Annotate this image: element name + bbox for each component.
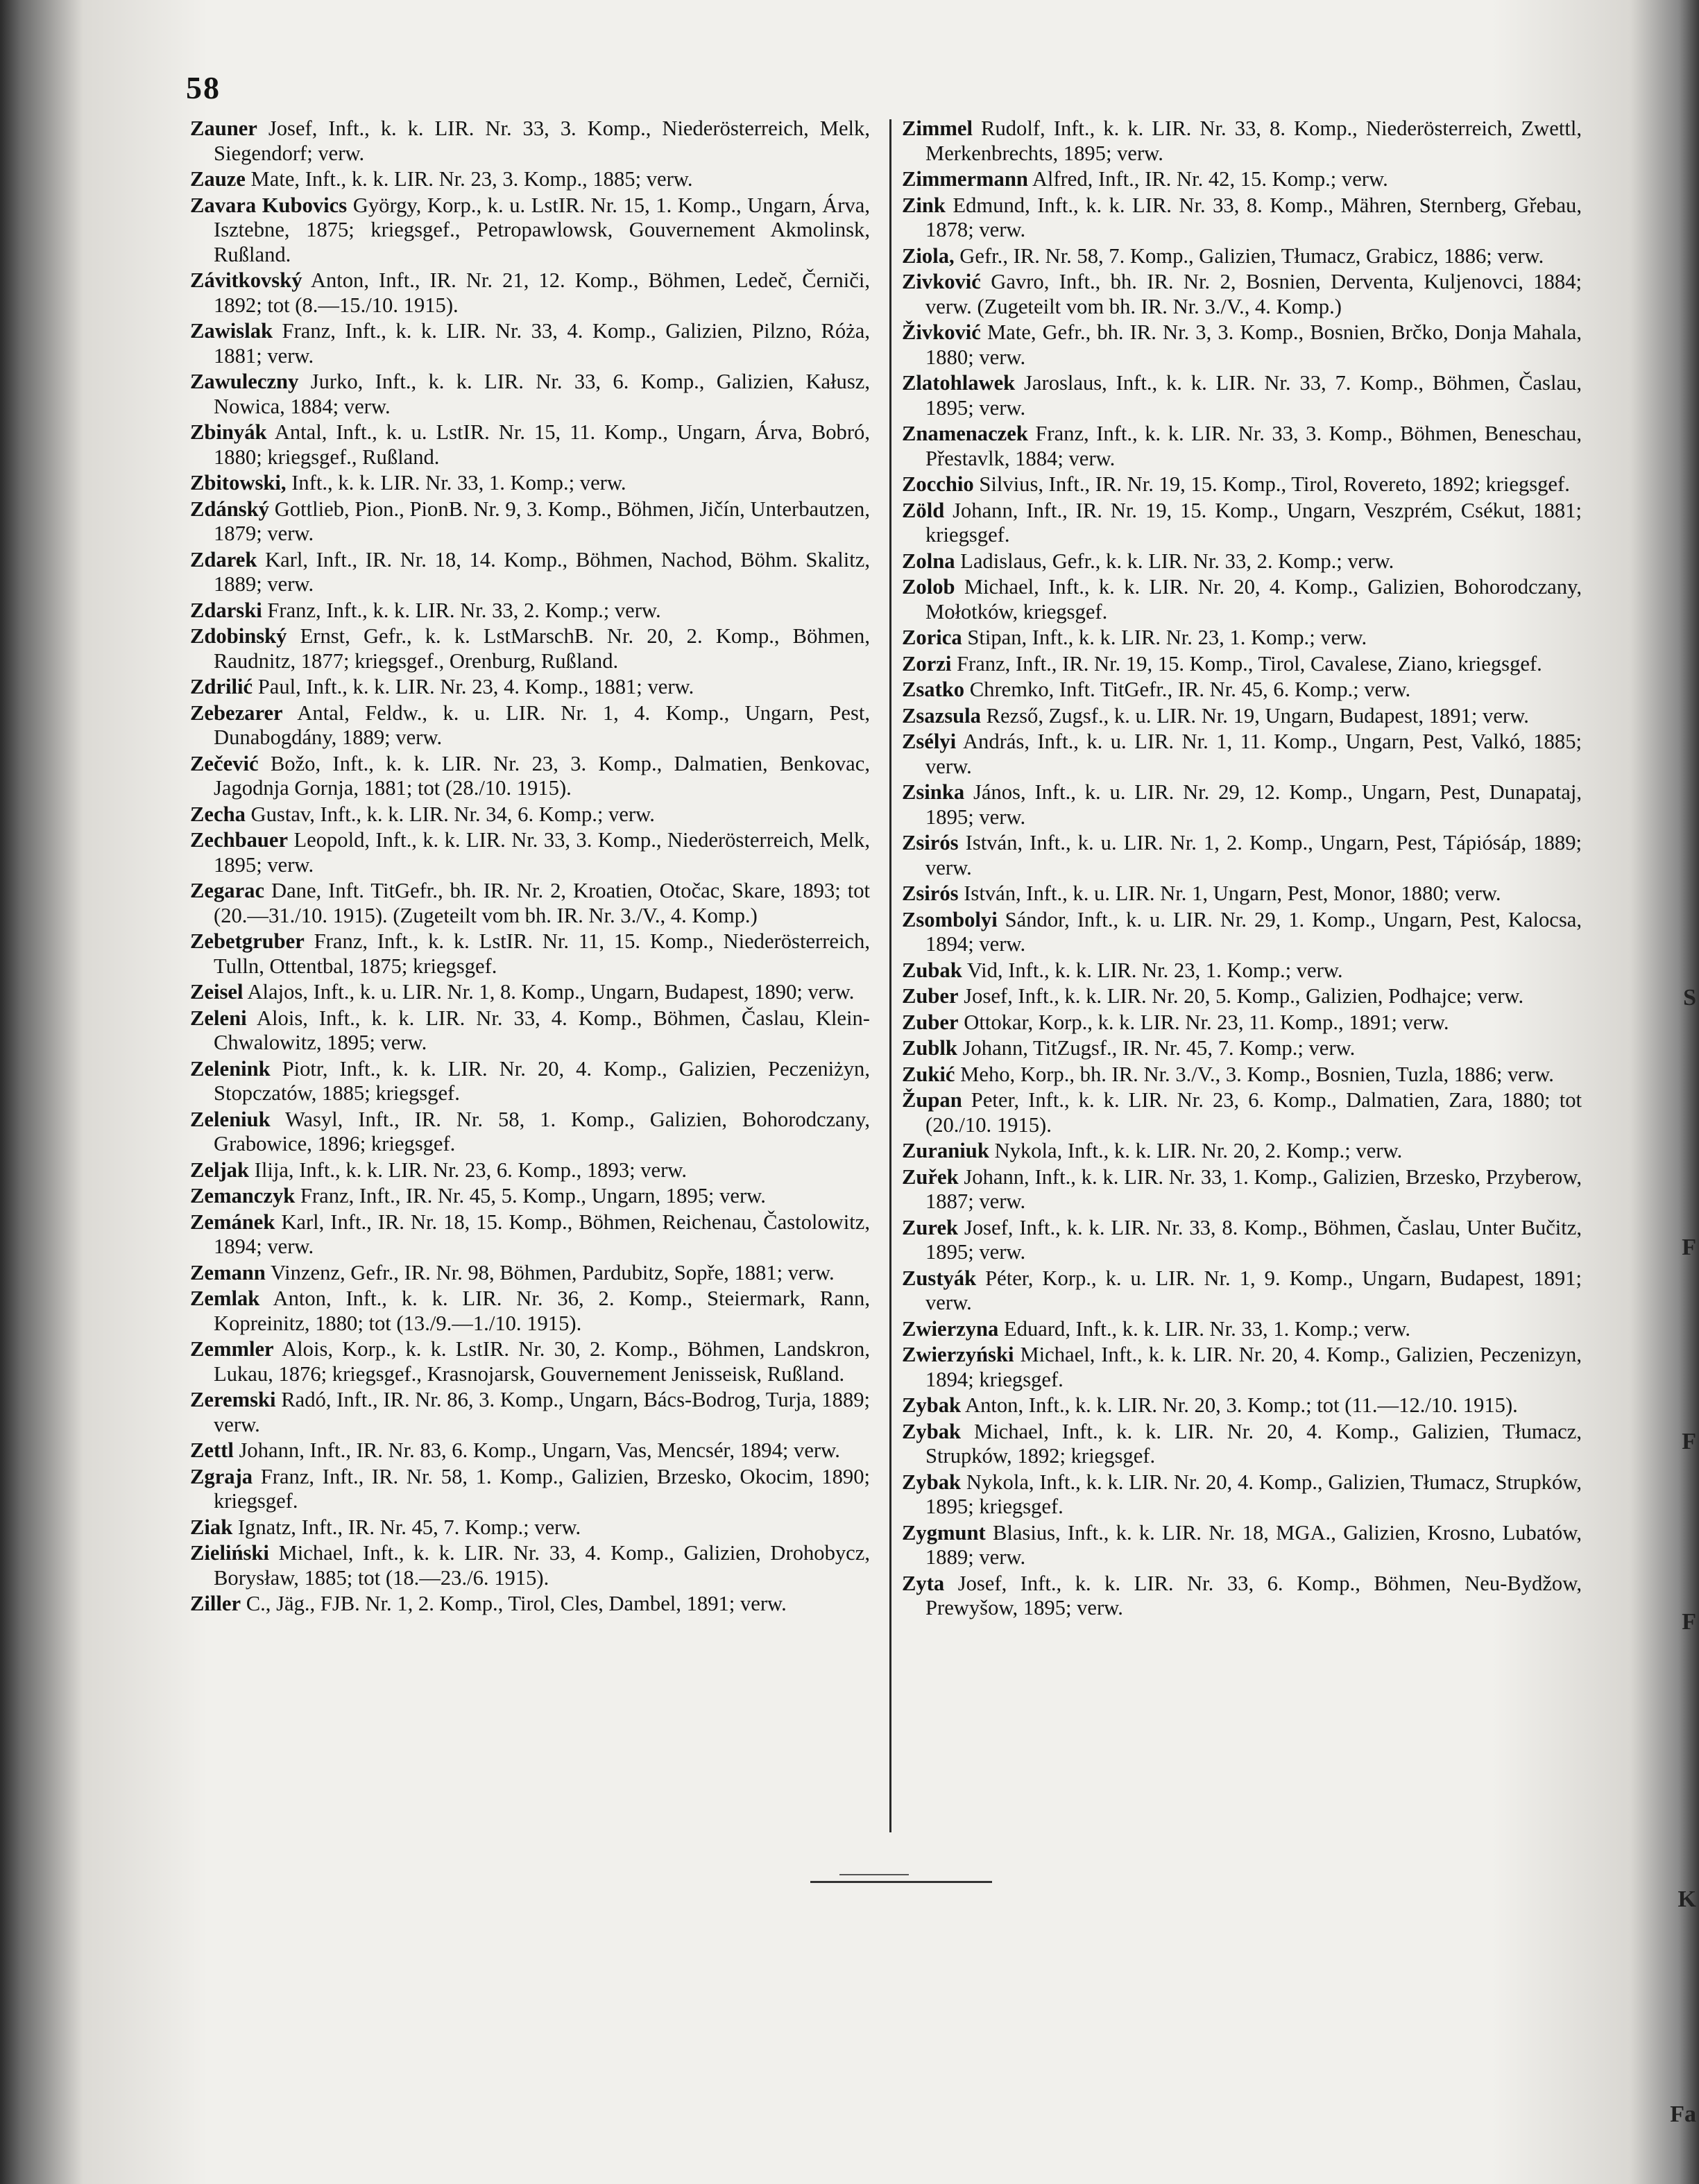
entry-surname: Zsirós	[902, 882, 959, 905]
register-entry	[190, 167, 870, 192]
entry-details: Ottokar, Korp., k. k. LIR. Nr. 23, 11. Komp., 1891; verw.	[958, 1010, 1449, 1034]
entry-surname: Zsazsula	[902, 703, 981, 728]
register-entry	[190, 1388, 870, 1437]
edge-letter: F	[1682, 1609, 1696, 1635]
entry-details: Alfred, Inft., IR. Nr. 42, 15. Komp.; verw.	[1027, 167, 1388, 191]
entry-surname: Zawuleczny	[190, 370, 299, 393]
bleed-through-edge	[1671, 0, 1699, 2184]
end-ornament	[839, 1874, 909, 1875]
entry-surname: Zurek	[902, 1215, 959, 1239]
entry-surname: Zublk	[902, 1036, 957, 1060]
entry-surname: Ziller	[190, 1592, 241, 1615]
register-entry	[902, 1216, 1582, 1265]
entry-surname: Zuber	[902, 984, 959, 1008]
entry-surname: Zeleni	[190, 1006, 247, 1030]
register-entry	[190, 194, 870, 268]
register-entry	[902, 472, 1582, 497]
register-entry	[190, 1158, 870, 1183]
entry-details: Gefr., IR. Nr. 58, 7. Komp., Galizien, Tłumacz, Grabicz, 1886; verw.	[954, 243, 1544, 268]
entry-surname: Zeisel	[190, 980, 244, 1004]
register-entry	[902, 678, 1582, 703]
entry-surname: Župan	[902, 1088, 962, 1112]
register-entry	[902, 831, 1582, 880]
register-entry	[190, 117, 870, 166]
register-entry	[902, 167, 1582, 192]
register-entry	[190, 548, 870, 597]
entry-surname: Zolob	[902, 575, 955, 599]
register-entry	[902, 320, 1582, 370]
entry-details: György, Korp., k. u. LstIR. Nr. 15, 1. Komp., Ungarn, Árva, Isztebne, 1875; kriegsgef., Petropawlowsk, Gouvernement Akmolinsk, Rußland.	[214, 193, 870, 266]
entry-surname: Zawislak	[190, 319, 273, 343]
entry-details: Antal, Feldw., k. u. LIR. Nr. 1, 4. Komp., Ungarn, Pest, Dunabogdány, 1889; verw.	[214, 700, 870, 749]
entry-surname: Znamenaczek	[902, 422, 1028, 445]
entry-details: Silvius, Inft., IR. Nr. 19, 15. Komp., Tirol, Rovereto, 1892; kriegsgef.	[973, 472, 1570, 496]
register-entry	[190, 1438, 870, 1463]
entry-surname: Zegarac	[190, 879, 265, 902]
register-entry	[190, 828, 870, 877]
entry-details: Inft., k. k. LIR. Nr. 33, 1. Komp.; verw.	[286, 471, 626, 495]
entry-surname: Zygmunt	[902, 1520, 986, 1545]
register-entry	[902, 704, 1582, 729]
entry-surname: Zechbauer	[190, 828, 289, 852]
entry-details: Nykola, Inft., k. k. LIR. Nr. 20, 2. Komp.; verw.	[989, 1139, 1403, 1162]
entry-surname: Zecha	[190, 802, 246, 826]
register-entry	[902, 626, 1582, 651]
entry-surname: Zemlak	[190, 1287, 260, 1310]
entry-details: Johann, Inft., k. k. LIR. Nr. 33, 1. Komp., Galizien, Brzesko, Przyberow, 1887; verw.	[925, 1164, 1582, 1213]
entry-details: Péter, Korp., k. u. LIR. Nr. 1, 9. Komp., Ungarn, Budapest, 1891; verw.	[925, 1266, 1582, 1314]
entry-details: Sándor, Inft., k. u. LIR. Nr. 29, 1. Komp., Ungarn, Pest, Kalocsa, 1894; verw.	[925, 907, 1582, 956]
entry-surname: Závitkovský	[190, 268, 302, 292]
entry-surname: Zybak	[902, 1419, 962, 1443]
entry-details: Stipan, Inft., k. k. LIR. Nr. 23, 1. Komp.; verw.	[962, 626, 1367, 649]
entry-surname: Zukić	[902, 1062, 955, 1086]
register-entry	[902, 1266, 1582, 1316]
entry-details: Franz, Inft., k. k. LstIR. Nr. 11, 15. Komp., Niederösterreich, Tulln, Ottentbal, 1875; kriegsgef.	[214, 929, 870, 978]
register-entry	[902, 1165, 1582, 1214]
entry-surname: Zavara Kubovics	[190, 193, 348, 217]
entry-details: Franz, Inft., k. k. LIR. Nr. 33, 2. Komp.; verw.	[262, 598, 661, 622]
entry-details: Vid, Inft., k. k. LIR. Nr. 23, 1. Komp.; verw.	[962, 958, 1343, 982]
entry-surname: Zemmler	[190, 1337, 274, 1361]
entry-details: Johann, Inft., IR. Nr. 83, 6. Komp., Ungarn, Vas, Mencsér, 1894; verw.	[233, 1438, 840, 1462]
register-entry	[902, 1420, 1582, 1469]
entry-surname: Zöld	[902, 498, 945, 522]
entry-surname: Zelenink	[190, 1056, 271, 1081]
entry-details: Meho, Korp., bh. IR. Nr. 3./V., 3. Komp., Bosnien, Tuzla, 1886; verw.	[955, 1062, 1554, 1086]
register-entry	[190, 1210, 870, 1259]
entry-details: Leopold, Inft., k. k. LIR. Nr. 33, 3. Komp., Niederösterreich, Melk, 1895; verw.	[214, 828, 870, 877]
left-column	[190, 117, 870, 1618]
entry-surname: Zemann	[190, 1260, 266, 1284]
entry-details: Franz, Inft., IR. Nr. 19, 15. Komp., Tirol, Cavalese, Ziano, kriegsgef.	[951, 651, 1542, 676]
entry-details: Franz, Inft., IR. Nr. 45, 5. Komp., Ungarn, 1895; verw.	[295, 1184, 766, 1207]
entry-surname: Zieliński	[190, 1541, 269, 1565]
entry-details: Jaroslaus, Inft., k. k. LIR. Nr. 33, 7. Komp., Böhmen, Časlau, 1895; verw.	[925, 371, 1582, 420]
entry-details: Josef, Inft., k. k. LIR. Nr. 20, 5. Komp., Galizien, Podhajce; verw.	[958, 984, 1524, 1008]
register-entry	[190, 1337, 870, 1386]
entry-details: István, Inft., k. u. LIR. Nr. 1, 2. Komp., Ungarn, Pest, Tápiósáp, 1889; verw.	[925, 831, 1582, 879]
register-entry	[902, 244, 1582, 269]
register-entry	[902, 1011, 1582, 1035]
register-entry	[190, 1261, 870, 1286]
entry-surname: Zimmermann	[902, 167, 1028, 191]
entry-details: András, Inft., k. u. LIR. Nr. 1, 11. Komp., Ungarn, Pest, Valkó, 1885; verw.	[925, 730, 1582, 778]
entry-surname: Zsinka	[902, 780, 965, 804]
entry-surname: Zlatohlawek	[902, 371, 1016, 395]
entry-details: Michael, Inft., k. k. LIR. Nr. 20, 4. Komp., Galizien, Bohorodczany, Mołotków, kriegsgef.	[925, 575, 1582, 624]
register-entry	[190, 624, 870, 673]
entry-details: Johann, TitZugsf., IR. Nr. 45, 7. Komp.; verw.	[957, 1036, 1356, 1060]
register-entry	[902, 1572, 1582, 1621]
register-entry	[190, 701, 870, 750]
entry-details: Božo, Inft., k. k. LIR. Nr. 23, 3. Komp., Dalmatien, Benkovac, Jagodnja Gornja, 1881; tot (28./10. 1915).	[214, 751, 870, 800]
register-entry	[902, 1521, 1582, 1570]
entry-surname: Zsombolyi	[902, 907, 998, 931]
entry-surname: Zustyák	[902, 1266, 977, 1290]
entry-details: Mate, Inft., k. k. LIR. Nr. 23, 3. Komp., 1885; verw.	[245, 167, 693, 191]
entry-surname: Zuřek	[902, 1164, 959, 1189]
entry-details: Anton, Inft., k. k. LIR. Nr. 36, 2. Komp., Steiermark, Rann, Kopreinitz, 1880; tot (13./9.—1./10. 1915).	[214, 1287, 870, 1335]
edge-letter: F	[1682, 1429, 1696, 1454]
entry-details: Alajos, Inft., k. u. LIR. Nr. 1, 8. Komp., Ungarn, Budapest, 1890; verw.	[243, 980, 855, 1004]
entry-surname: Zebetgruber	[190, 929, 305, 953]
entry-details: Mate, Gefr., bh. IR. Nr. 3, 3. Komp., Bosnien, Brčko, Donja Mahala, 1880; verw.	[925, 320, 1582, 369]
register-entry	[190, 1515, 870, 1540]
entry-surname: Zeremski	[190, 1388, 276, 1411]
right-column	[902, 117, 1582, 1622]
entry-details: Wasyl, Inft., IR. Nr. 58, 1. Komp., Galizien, Bohorodczany, Grabowice, 1896; kriegsgef.	[214, 1107, 870, 1155]
entry-details: Ilija, Inft., k. k. LIR. Nr. 23, 6. Komp., 1893; verw.	[248, 1158, 688, 1182]
register-entry	[190, 1465, 870, 1514]
entry-details: Gustav, Inft., k. k. LIR. Nr. 34, 6. Komp.; verw.	[245, 802, 655, 826]
register-entry	[902, 270, 1582, 319]
register-entry	[902, 549, 1582, 574]
register-entry	[902, 1317, 1582, 1342]
edge-letter: Fa	[1670, 2101, 1696, 2127]
entry-surname: Zauner	[190, 117, 257, 140]
register-entry	[190, 1184, 870, 1209]
entry-details: Nykola, Inft., k. k. LIR. Nr. 20, 4. Komp., Galizien, Tłumacz, Strupków, 1895; kriegsgef.	[925, 1470, 1582, 1518]
entry-details: Ernst, Gefr., k. k. LstMarschB. Nr. 20, 2. Komp., Böhmen, Raudnitz, 1877; kriegsgef., Orenburg, Rußland.	[214, 624, 870, 673]
entry-details: Johann, Inft., IR. Nr. 19, 15. Komp., Ungarn, Veszprém, Csékut, 1881; kriegsgef.	[925, 498, 1582, 547]
entry-details: Jurko, Inft., k. k. LIR. Nr. 33, 6. Komp., Galizien, Kałusz, Nowica, 1884; verw.	[214, 370, 870, 418]
entry-details: Rezső, Zugsf., k. u. LIR. Nr. 19, Ungarn, Budapest, 1891; verw.	[980, 703, 1529, 728]
register-entry	[902, 652, 1582, 677]
entry-details: Peter, Inft., k. k. LIR. Nr. 23, 6. Komp., Dalmatien, Zara, 1880; tot (20./10. 1915).	[925, 1088, 1582, 1137]
entry-details: Josef, Inft., k. k. LIR. Nr. 33, 3. Komp., Niederösterreich, Melk, Siegendorf; verw.	[214, 117, 870, 165]
entry-surname: Zwierzyński	[902, 1343, 1014, 1366]
entry-details: Radó, Inft., IR. Nr. 86, 3. Komp., Ungarn, Bács-Bodrog, Turja, 1889; verw.	[214, 1388, 870, 1436]
entry-surname: Zdarek	[190, 547, 257, 571]
register-entry	[190, 471, 870, 496]
entry-surname: Zsirós	[902, 831, 959, 854]
register-entry	[190, 929, 870, 979]
entry-details: Dane, Inft. TitGefr., bh. IR. Nr. 2, Kroatien, Otočac, Skare, 1893; tot (20.—31./10. 1915). (Zugeteilt vom bh. IR. Nr. 3./V., 4. Komp.)	[214, 879, 870, 927]
register-entry	[902, 1036, 1582, 1061]
register-entry	[902, 1063, 1582, 1087]
entry-surname: Zebezarer	[190, 700, 283, 725]
entry-surname: Zwierzyna	[902, 1316, 999, 1341]
register-entry	[190, 1287, 870, 1336]
register-entry	[902, 575, 1582, 624]
entry-surname: Zdrilić	[190, 675, 253, 698]
register-entry	[902, 1343, 1582, 1392]
entry-details: Gavro, Inft., bh. IR. Nr. 2, Bosnien, Derventa, Kuljenovci, 1884; verw. (Zugeteilt vom bh. IR. Nr. 3./V., 4. Komp.)	[925, 270, 1582, 318]
entry-details: Karl, Inft., IR. Nr. 18, 15. Komp., Böhmen, Reichenau, Častolowitz, 1894; verw.	[214, 1210, 870, 1258]
entry-surname: Zorzi	[902, 651, 952, 676]
page-number: 58	[186, 70, 221, 105]
entry-details: Eduard, Inft., k. k. LIR. Nr. 33, 1. Komp.; verw.	[998, 1316, 1411, 1341]
entry-surname: Ziola,	[902, 243, 955, 268]
register-entry	[190, 1108, 870, 1157]
entry-surname: Zettl	[190, 1438, 234, 1462]
entry-surname: Zink	[902, 193, 946, 217]
register-entry	[902, 882, 1582, 906]
entry-details: Alois, Inft., k. k. LIR. Nr. 33, 4. Komp., Böhmen, Časlau, Klein-Chwalowitz, 1895; verw.	[214, 1006, 870, 1054]
entry-details: Michael, Inft., k. k. LIR. Nr. 33, 4. Komp., Galizien, Drohobycz, Borysław, 1885; tot (18.—23./6. 1915).	[214, 1541, 870, 1590]
entry-surname: Zauze	[190, 167, 246, 191]
register-entry	[190, 752, 870, 801]
entry-details: Paul, Inft., k. k. LIR. Nr. 23, 4. Komp., 1881; verw.	[253, 675, 694, 698]
entry-surname: Zbitowski,	[190, 471, 287, 495]
entry-surname: Živković	[902, 320, 981, 344]
entry-details: Ignatz, Inft., IR. Nr. 45, 7. Komp.; verw.	[232, 1515, 581, 1539]
entry-details: Alois, Korp., k. k. LstIR. Nr. 30, 2. Komp., Böhmen, Landskron, Lukau, 1876; kriegsgef., Krasnojarsk, Gouvernement Jenisseisk, Rußland.	[214, 1337, 870, 1386]
entry-surname: Zolna	[902, 549, 955, 573]
entry-details: Vinzenz, Gefr., IR. Nr. 98, Böhmen, Pardubitz, Sopře, 1881; verw.	[265, 1260, 835, 1284]
entry-details: Edmund, Inft., k. k. LIR. Nr. 33, 8. Komp., Mähren, Sternberg, Gřebau, 1878; verw.	[925, 193, 1582, 241]
register-entry	[902, 1139, 1582, 1164]
register-entry	[190, 675, 870, 700]
register-entry	[190, 980, 870, 1005]
entry-surname: Zemánek	[190, 1210, 275, 1234]
entry-details: Franz, Inft., k. k. LIR. Nr. 33, 4. Komp., Galizien, Pilzno, Róża, 1881; verw.	[214, 319, 870, 368]
entry-surname: Ziak	[190, 1515, 233, 1539]
entry-details: János, Inft., k. u. LIR. Nr. 29, 12. Komp., Ungarn, Pest, Dunapataj, 1895; verw.	[925, 780, 1582, 829]
entry-surname: Zyta	[902, 1571, 945, 1595]
entry-surname: Zdarski	[190, 598, 262, 622]
entry-details: Franz, Inft., k. k. LIR. Nr. 33, 3. Komp., Böhmen, Beneschau, Přestavlk, 1884; verw.	[925, 422, 1582, 470]
register-entry	[190, 879, 870, 928]
entry-details: Franz, Inft., IR. Nr. 58, 1. Komp., Galizien, Brzesko, Okocim, 1890; kriegsgef.	[214, 1464, 870, 1513]
entry-surname: Zečević	[190, 751, 259, 775]
register-entry	[190, 1592, 870, 1617]
end-rule	[810, 1881, 992, 1883]
entry-details: István, Inft., k. u. LIR. Nr. 1, Ungarn, Pest, Monor, 1880; verw.	[958, 882, 1501, 905]
entry-details: Anton, Inft., k. k. LIR. Nr. 20, 3. Komp.; tot (11.—12./10. 1915).	[961, 1393, 1518, 1417]
register-entry	[902, 117, 1582, 166]
entry-surname: Zeleniuk	[190, 1107, 271, 1131]
entry-surname: Zimmel	[902, 117, 973, 140]
register-entry	[190, 420, 870, 470]
entry-details: Antal, Inft., k. u. LstIR. Nr. 15, 11. Komp., Ungarn, Árva, Bobró, 1880; kriegsgef., Rußland.	[214, 420, 870, 469]
entry-details: Piotr, Inft., k. k. LIR. Nr. 20, 4. Komp., Galizien, Peczeniżyn, Stopczatów, 1885; kriegsgef.	[214, 1056, 870, 1105]
register-entry	[902, 1088, 1582, 1137]
edge-letter: F	[1682, 1235, 1696, 1260]
entry-surname: Zybak	[902, 1470, 962, 1494]
entry-surname: Zsatko	[902, 678, 965, 701]
entry-details: Rudolf, Inft., k. k. LIR. Nr. 33, 8. Komp., Niederösterreich, Zwettl, Merkenbrechts, 1895; verw.	[925, 117, 1582, 165]
register-entry	[190, 497, 870, 547]
register-entry	[902, 422, 1582, 471]
register-entry	[902, 958, 1582, 983]
entry-details: Michael, Inft., k. k. LIR. Nr. 20, 4. Komp., Galizien, Tłumacz, Strupków, 1892; kriegsgef.	[925, 1419, 1582, 1468]
entry-details: Chremko, Inft. TitGefr., IR. Nr. 45, 6. Komp.; verw.	[964, 678, 1411, 701]
register-entry	[190, 1057, 870, 1106]
register-entry	[902, 780, 1582, 829]
entry-surname: Zemanczyk	[190, 1184, 296, 1207]
entry-surname: Zbinyák	[190, 420, 267, 444]
entry-surname: Zorica	[902, 626, 962, 649]
register-entry	[190, 1541, 870, 1590]
register-entry	[190, 268, 870, 318]
entry-details: Michael, Inft., k. k. LIR. Nr. 20, 4. Komp., Galizien, Peczenizyn, 1894; kriegsgef.	[925, 1343, 1582, 1391]
register-entry	[902, 984, 1582, 1009]
entry-details: Anton, Inft., IR. Nr. 21, 12. Komp., Böhmen, Ledeč, Černiči, 1892; tot (8.—15./10. 1915).	[214, 268, 870, 317]
register-entry	[902, 194, 1582, 243]
entry-surname: Zubak	[902, 958, 962, 982]
register-entry	[190, 599, 870, 624]
entry-details: Karl, Inft., IR. Nr. 18, 14. Komp., Böhmen, Nachod, Böhm. Skalitz, 1889; verw.	[214, 547, 870, 596]
register-entry	[902, 499, 1582, 548]
entry-details: Josef, Inft., k. k. LIR. Nr. 33, 8. Komp., Böhmen, Časlau, Unter Bučitz, 1895; verw.	[925, 1215, 1582, 1264]
register-entry	[902, 730, 1582, 779]
entry-surname: Zgraja	[190, 1464, 253, 1488]
edge-letter: K	[1677, 1886, 1696, 1912]
register-entry	[190, 370, 870, 419]
entry-surname: Zuber	[902, 1010, 959, 1034]
entry-surname: Zeljak	[190, 1158, 249, 1182]
entry-details: Blasius, Inft., k. k. LIR. Nr. 18, MGA., Galizien, Krosno, Lubatów, 1889; verw.	[925, 1520, 1582, 1569]
register-entry	[902, 371, 1582, 420]
entry-details: Gottlieb, Pion., PionB. Nr. 9, 3. Komp., Böhmen, Jičín, Unterbautzen, 1879; verw.	[214, 497, 870, 545]
entry-surname: Zocchio	[902, 472, 974, 496]
entry-details: Ladislaus, Gefr., k. k. LIR. Nr. 33, 2. Komp.; verw.	[955, 549, 1394, 573]
register-entry	[902, 908, 1582, 957]
register-entry	[902, 1393, 1582, 1418]
register-entry	[902, 1470, 1582, 1520]
entry-surname: Zybak	[902, 1393, 962, 1417]
entry-surname: Zuraniuk	[902, 1139, 989, 1162]
entry-details: C., Jäg., FJB. Nr. 1, 2. Komp., Tirol, Cles, Dambel, 1891; verw.	[241, 1592, 787, 1615]
column-divider	[889, 119, 891, 1832]
entry-surname: Zdánský	[190, 497, 269, 521]
edge-letter: S	[1683, 985, 1696, 1011]
entry-surname: Zsélyi	[902, 730, 957, 753]
register-entry	[190, 802, 870, 827]
entry-surname: Zivković	[902, 270, 981, 293]
entry-surname: Zdobinský	[190, 624, 287, 648]
register-entry	[190, 319, 870, 368]
entry-details: Josef, Inft., k. k. LIR. Nr. 33, 6. Komp., Böhmen, Neu-Bydžow, Prewyšow, 1895; verw.	[925, 1571, 1582, 1619]
register-entry	[190, 1006, 870, 1056]
